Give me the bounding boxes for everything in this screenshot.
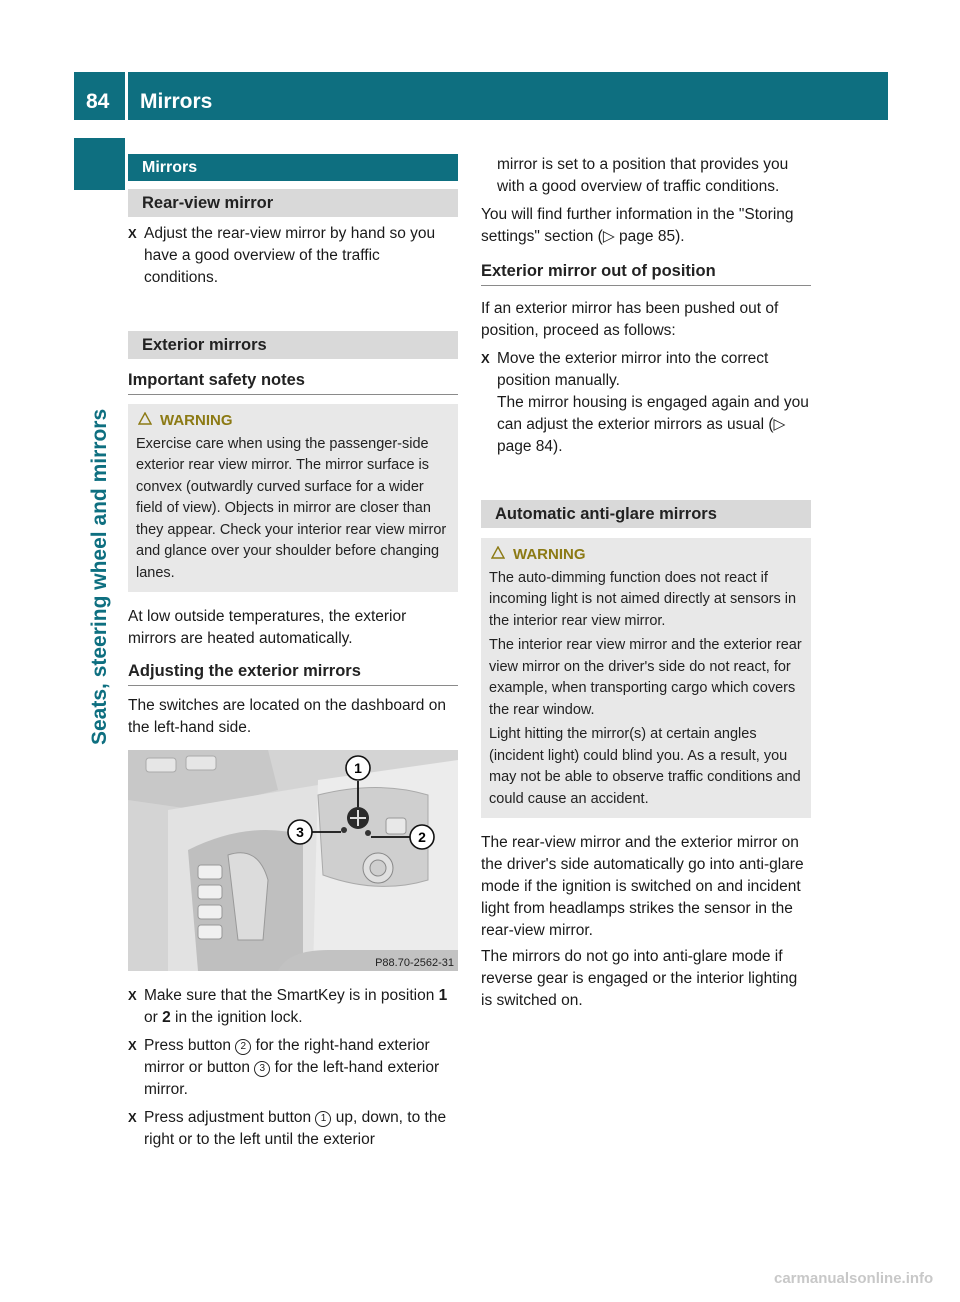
- section-heading-mirrors: Mirrors: [128, 154, 458, 181]
- warning-triangle-icon: [138, 410, 152, 432]
- list-item: X Move the exterior mirror into the correct position manually. The mirror housing is engaged again and you can adjust the exterior mirrors as usual (▷ page 84).: [481, 350, 809, 455]
- side-tab-label: Seats, steering wheel and mirrors: [87, 408, 111, 745]
- bullet-x-icon: X: [128, 988, 137, 1003]
- button-number-2: 2: [235, 1039, 251, 1055]
- page-number-box: [74, 72, 125, 120]
- warning-triangle-icon: [491, 544, 505, 566]
- warning-heading: WARNING: [489, 544, 803, 566]
- button-number-3: 3: [254, 1061, 270, 1077]
- warning-text: The interior rear view mirror and the exterior rear view mirror on the driver's side do not react, for example, when transporting cargo which covers the rear window.: [489, 637, 802, 718]
- mirror-switch-illustration: [128, 750, 458, 971]
- bullet-x-icon: X: [128, 1110, 137, 1125]
- list-item: X Press adjustment button 1 up, down, to the right or to the left until the exterior: [128, 1109, 447, 1148]
- paragraph: The switches are located on the dashboard on the left-hand side.: [128, 697, 446, 736]
- heading-exterior-mirrors: Exterior mirrors: [128, 331, 458, 359]
- column-right: [481, 154, 811, 1012]
- warning-text: Light hitting the mirror(s) at certain angles (incident light) could blind you. As a result, you may not be able to observe traffic conditions and could cause an accident.: [489, 726, 801, 807]
- column-left-steps: [128, 985, 460, 1151]
- warning-heading: WARNING: [136, 410, 450, 432]
- column-left: [128, 154, 458, 739]
- paragraph: At low outside temperatures, the exterior mirrors are heated automatically.: [128, 608, 407, 647]
- paragraph: The mirrors do not go into anti-glare mode if reverse gear is engaged or the interior lighting is switched on.: [481, 948, 798, 1009]
- bullet-x-icon: X: [128, 1038, 137, 1053]
- heading-rear-view-mirror: Rear-view mirror: [128, 189, 458, 217]
- page-number: 84: [86, 90, 110, 113]
- bullet-x-icon: X: [128, 226, 137, 241]
- side-tab: [74, 205, 125, 765]
- callout-2: 2: [418, 829, 426, 845]
- page-ref-arrow-icon: ▷: [773, 416, 786, 433]
- paragraph: mirror is set to a position that provides you with a good overview of traffic conditions.: [497, 156, 789, 195]
- page-title: Mirrors: [140, 90, 213, 113]
- heading-safety-notes: Important safety notes: [128, 369, 458, 395]
- watermark: carmanualsonline.info: [774, 1270, 934, 1287]
- page-ref-arrow-icon: ▷: [602, 228, 615, 245]
- side-tab-block: [74, 138, 125, 190]
- heading-out-of-position: Exterior mirror out of position: [481, 260, 811, 286]
- warning-text: The auto-dimming function does not react if incoming light is not aimed directly at sensors in the interior rear view mirror.: [489, 569, 797, 629]
- paragraph: You will find further information in the "Storing settings" section (▷ page 85).: [481, 206, 794, 245]
- callout-1: 1: [354, 760, 362, 776]
- bullet-x-icon: X: [481, 351, 490, 366]
- heading-anti-glare: Automatic anti-glare mirrors: [481, 500, 811, 528]
- paragraph: The rear-view mirror and the exterior mirror on the driver's side automatically go into anti-glare mode if the ignition is switched on and incident light from headlamps strikes the sensor in the rear-view mirror.: [481, 834, 804, 939]
- warning-box: [128, 404, 458, 592]
- heading-adjusting: Adjusting the exterior mirrors: [128, 660, 458, 686]
- button-number-1: 1: [315, 1111, 331, 1127]
- callout-3: 3: [296, 824, 304, 840]
- paragraph: If an exterior mirror has been pushed out of position, proceed as follows:: [481, 300, 779, 339]
- list-item: X Press button 2 for the right-hand exterior mirror or button 3 for the left-hand exterior mirror.: [128, 1037, 440, 1098]
- warning-text: Exercise care when using the passenger-side exterior rear view mirror. The mirror surface is convex (outwardly curved surface for a wider field of view). Objects in mirror are closer than they appear. Check your interior rear view mirror and glance over your shoulder before changing lanes.: [136, 435, 447, 581]
- list-item: X Make sure that the SmartKey is in position 1 or 2 in the ignition lock.: [128, 987, 448, 1026]
- warning-box: [481, 538, 811, 818]
- list-item: X Adjust the rear-view mirror by hand so you have a good overview of the traffic conditions.: [128, 225, 436, 286]
- figure-code: P88.70-2562-31: [375, 957, 454, 969]
- header-bar: [128, 72, 888, 120]
